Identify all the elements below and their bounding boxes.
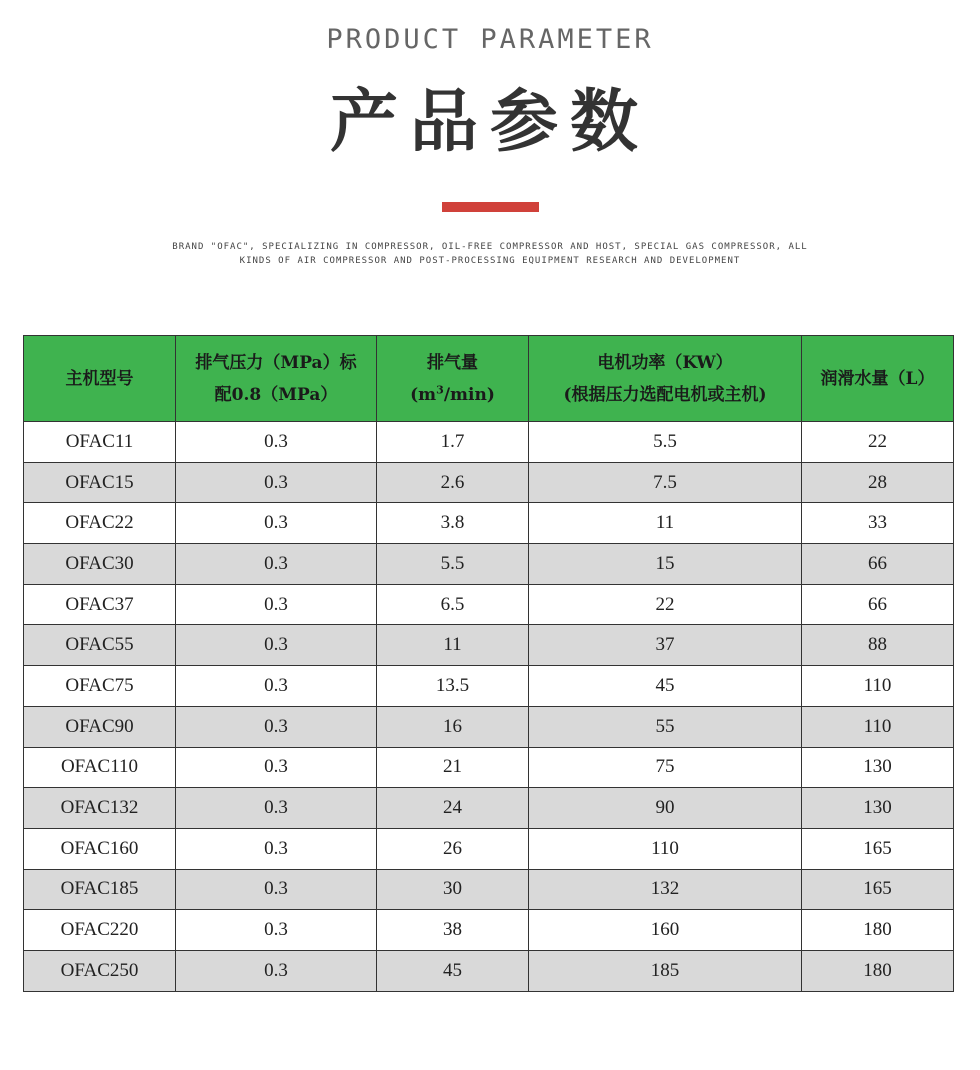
cell-lubrication: 88 <box>802 625 954 666</box>
cell-lubrication: 66 <box>802 584 954 625</box>
col-header-model-label: 主机型号 <box>65 368 134 389</box>
cell-model: OFAC110 <box>24 747 176 788</box>
table-row <box>24 828 954 869</box>
cell-lubrication: 180 <box>802 910 954 951</box>
cell-pressure: 0.3 <box>176 625 377 666</box>
cell-motor-power: 132 <box>529 869 802 910</box>
cell-motor-power: 5.5 <box>529 422 802 463</box>
col-header-motor-power-line2: (根据压力选配电机或主机) <box>563 384 767 405</box>
col-header-air-volume <box>377 336 529 422</box>
description-line-2: KINDS OF AIR COMPRESSOR AND POST-PROCESSING EQUIPMENT RESEARCH AND DEVELOPMENT <box>239 256 741 266</box>
cell-model: OFAC75 <box>24 666 176 707</box>
subtitle-en: PRODUCT PARAMETER <box>326 24 654 55</box>
description-line-1: BRAND "OFAC", SPECIALIZING IN COMPRESSOR, OIL-FREE COMPRESSOR AND HOST, SPECIAL GAS COMPRESSOR, ALL <box>172 242 808 252</box>
col-header-pressure-line2: 配0.8（MPa） <box>214 384 338 405</box>
cell-model: OFAC22 <box>24 503 176 544</box>
cell-motor-power: 75 <box>529 747 802 788</box>
cell-model: OFAC250 <box>24 950 176 991</box>
cell-lubrication: 66 <box>802 544 954 585</box>
unit-superscript: 3 <box>436 382 444 396</box>
table-row <box>24 706 954 747</box>
cell-model: OFAC15 <box>24 462 176 503</box>
table-row <box>24 625 954 666</box>
cell-air-volume: 16 <box>377 706 529 747</box>
cell-motor-power: 37 <box>529 625 802 666</box>
cell-pressure: 0.3 <box>176 584 377 625</box>
col-header-air-volume-line1: 排气量 <box>427 352 478 373</box>
cell-lubrication: 22 <box>802 422 954 463</box>
cell-air-volume: 5.5 <box>377 544 529 585</box>
cell-lubrication: 130 <box>802 788 954 829</box>
cell-pressure: 0.3 <box>176 950 377 991</box>
cell-pressure: 0.3 <box>176 544 377 585</box>
table-row <box>24 462 954 503</box>
parameter-table <box>23 335 954 992</box>
cell-motor-power: 185 <box>529 950 802 991</box>
cell-pressure: 0.3 <box>176 747 377 788</box>
cell-pressure: 0.3 <box>176 422 377 463</box>
cell-motor-power: 22 <box>529 584 802 625</box>
col-header-pressure-line1: 排气压力（MPa）标 <box>195 352 357 373</box>
cell-lubrication: 130 <box>802 747 954 788</box>
cell-model: OFAC132 <box>24 788 176 829</box>
cell-motor-power: 160 <box>529 910 802 951</box>
cell-lubrication: 110 <box>802 706 954 747</box>
cell-model: OFAC37 <box>24 584 176 625</box>
cell-motor-power: 7.5 <box>529 462 802 503</box>
cell-model: OFAC185 <box>24 869 176 910</box>
cell-pressure: 0.3 <box>176 666 377 707</box>
cell-air-volume: 21 <box>377 747 529 788</box>
table-body <box>24 422 954 992</box>
table-row <box>24 910 954 951</box>
cell-pressure: 0.3 <box>176 462 377 503</box>
col-header-lubrication <box>802 336 954 422</box>
col-header-air-volume-line2 <box>377 379 528 411</box>
cell-lubrication: 165 <box>802 869 954 910</box>
cell-air-volume: 30 <box>377 869 529 910</box>
col-header-model <box>24 336 176 422</box>
cell-pressure: 0.3 <box>176 910 377 951</box>
cell-air-volume: 6.5 <box>377 584 529 625</box>
cell-model: OFAC30 <box>24 544 176 585</box>
col-header-motor-power <box>529 336 802 422</box>
accent-bar <box>442 202 539 212</box>
cell-model: OFAC160 <box>24 828 176 869</box>
table-header-row <box>24 336 954 422</box>
cell-model: OFAC90 <box>24 706 176 747</box>
cell-lubrication: 165 <box>802 828 954 869</box>
cell-air-volume: 3.8 <box>377 503 529 544</box>
col-header-pressure <box>176 336 377 422</box>
col-header-motor-power-line1: 电机功率（KW） <box>597 352 733 373</box>
table-row <box>24 584 954 625</box>
cell-pressure: 0.3 <box>176 706 377 747</box>
cell-air-volume: 2.6 <box>377 462 529 503</box>
cell-air-volume: 26 <box>377 828 529 869</box>
table-row <box>24 788 954 829</box>
brand-description <box>140 240 840 268</box>
cell-motor-power: 90 <box>529 788 802 829</box>
cell-air-volume: 13.5 <box>377 666 529 707</box>
cell-motor-power: 45 <box>529 666 802 707</box>
table-row <box>24 544 954 585</box>
unit-suffix: /min) <box>443 384 495 405</box>
cell-air-volume: 1.7 <box>377 422 529 463</box>
table-row <box>24 503 954 544</box>
cell-pressure: 0.3 <box>176 869 377 910</box>
cell-model: OFAC220 <box>24 910 176 951</box>
cell-motor-power: 15 <box>529 544 802 585</box>
table-row <box>24 950 954 991</box>
cell-air-volume: 38 <box>377 910 529 951</box>
cell-lubrication: 180 <box>802 950 954 991</box>
cell-model: OFAC55 <box>24 625 176 666</box>
table-row <box>24 747 954 788</box>
table-row <box>24 666 954 707</box>
cell-model: OFAC11 <box>24 422 176 463</box>
cell-lubrication: 28 <box>802 462 954 503</box>
table-row <box>24 869 954 910</box>
cell-air-volume: 45 <box>377 950 529 991</box>
cell-motor-power: 110 <box>529 828 802 869</box>
col-header-lubrication-label: 润滑水量（L） <box>820 368 935 389</box>
page-title: 产品参数 <box>329 83 650 162</box>
cell-lubrication: 33 <box>802 503 954 544</box>
cell-air-volume: 24 <box>377 788 529 829</box>
cell-air-volume: 11 <box>377 625 529 666</box>
cell-motor-power: 55 <box>529 706 802 747</box>
cell-motor-power: 11 <box>529 503 802 544</box>
cell-pressure: 0.3 <box>176 788 377 829</box>
cell-pressure: 0.3 <box>176 828 377 869</box>
cell-pressure: 0.3 <box>176 503 377 544</box>
table-row <box>24 422 954 463</box>
unit-prefix: (m <box>410 384 437 405</box>
cell-lubrication: 110 <box>802 666 954 707</box>
